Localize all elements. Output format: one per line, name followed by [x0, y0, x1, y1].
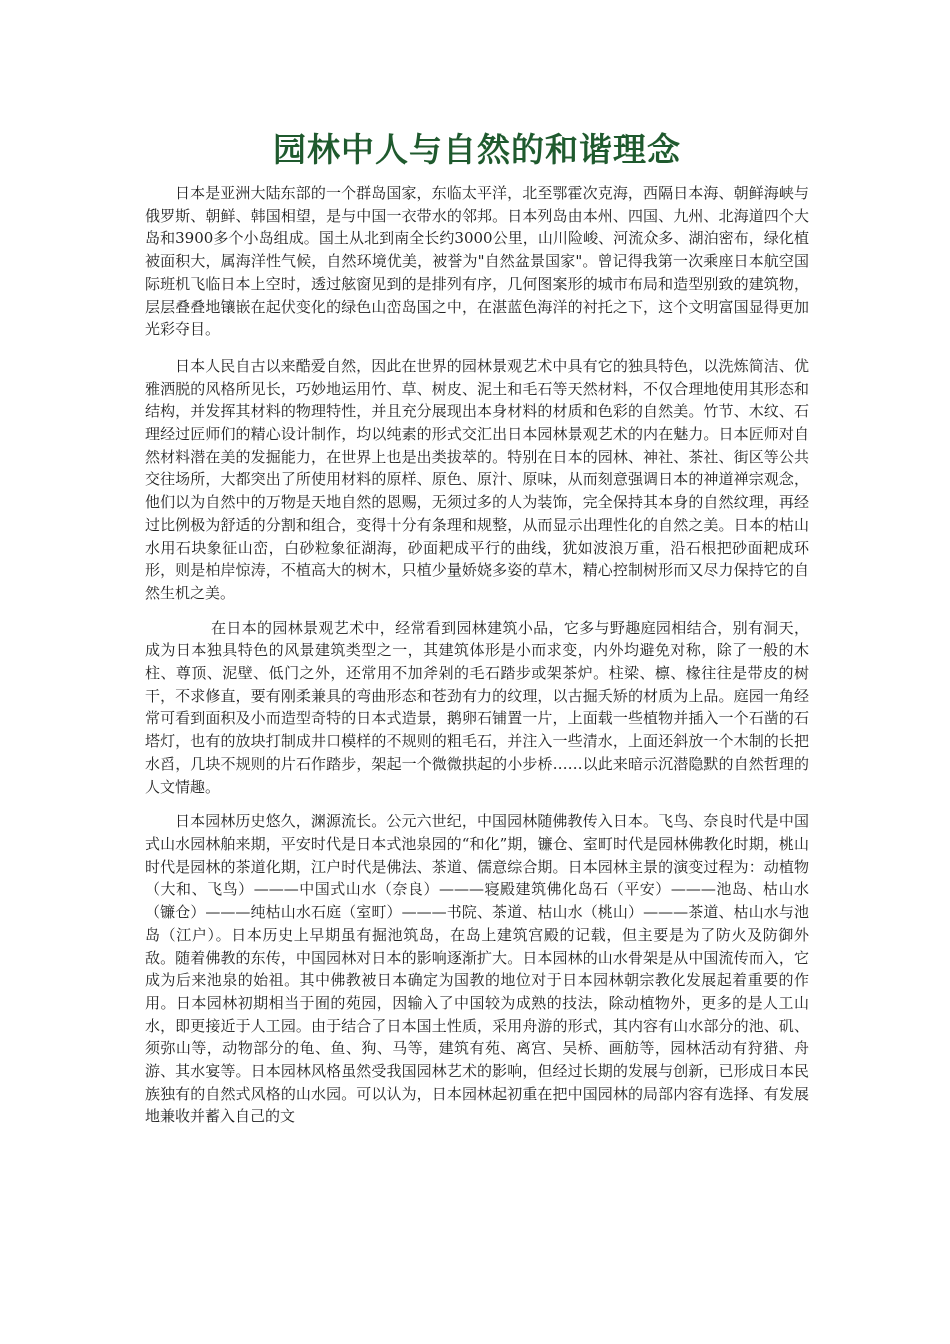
paragraph-garden-history: 日本园林历史悠久，渊源流长。公元六世纪，中国园林随佛教传入日本。飞鸟、奈良时代是中国式山水园林舶来期，平安时代是日本式池泉园的“和化”期，镰仓、室町时代是园林佛教化时期，桃山时代是园林的茶道化期，江户时代是佛法、茶道、儒意综合期。日本园林主景的演变过程为：动植物（大和、飞鸟）———中国式山水（奈良）———寝殿建筑佛化岛石（平安）———池岛、枯山水（镰仓）———纯枯山水石庭（室町）———书院、茶道、枯山水（桃山）———茶道、枯山水与池岛（江户）。日本历史上早期虽有掘池筑岛，在岛上建筑宫殿的记载，但主要是为了防火及防御外敌。随着佛教的东传，中国园林对日本的影响逐渐扩大。日本园林的山水骨架是从中国流传而入，它成为后来池泉的始祖。其中佛教被日本确定为国教的地位对于日本园林朝宗教化发展起着重要的作用。日本园林初期相当于囿的苑园，因输入了中国较为成熟的技法，除动植物外，更多的是人工山水，即更接近于人工园。由于结合了日本国土性质，采用舟游的形式，其内容有山水部分的池、矶、须弥山等，动物部分的龟、鱼、狗、马等，建筑有苑、离宫、吴桥、画舫等，园林活动有狩猎、舟游、其水宴等。日本园林风格虽然受我国园林艺术的影响，但经过长期的发展与创新，已形成日本民族独有的自然式风格的山水园。可以认为，日本园林起初重在把中国园林的局部内容有选择、有发展地兼收并蓄入自己的文	[145, 812, 809, 1126]
page-title: 园林中人与自然的和谐理念	[273, 130, 681, 169]
document-page	[145, 0, 809, 1128]
paragraph-garden-architecture: 在日本的园林景观艺术中，经常看到园林建筑小品，它多与野趣庭园相结合，别有洞天，成为日本独具特色的风景建筑类型之一，其建筑体形是小而求变，内外均避免对称，除了一般的木柱、尊顶、泥壁、低门之外，还常用不加斧剁的毛石踏步或架茶炉。柱梁、檩、椽往往是带皮的树干，不求修直，要有刚柔兼具的弯曲形态和苍劲有力的纹理，以古掘夭矫的材质为上品。庭园一角经常可看到面积及小而造型奇特的日本式造景，鹅卵石铺置一片，上面载一些植物并插入一个石凿的石塔灯，也有的放块打制成井口模样的不规则的粗毛石，并注入一些清水，上面还斜放一个木制的长把水舀，几块不规则的片石作踏步，架起一个微微拱起的小步桥……以此来暗示沉潜隐默的自然哲理的人文情趣。	[145, 618, 809, 796]
paragraph-geography: 日本是亚洲大陆东部的一个群岛国家，东临太平洋，北至鄂霍次克海，西隔日本海、朝鲜海峡与俄罗斯、朝鲜、韩国相望，是与中国一衣带水的邻邦。日本列岛由本州、四国、九州、北海道四个大岛和3900多个小岛组成。国土从北到南全长约3000公里，山川险峻、河流众多、湖泊密布，绿化植被面积大，属海洋性气候，自然环境优美，被誉为"自然盆景国家"。曾记得我第一次乘座日本航空国际班机飞临日本上空时，透过舷窗见到的是排列有序，几何图案形的城市布局和造型别致的建筑物，层层叠叠地镶嵌在起伏变化的绿色山峦岛国之中，在湛蓝色海洋的衬托之下，这个文明富国显得更加光彩夺目。	[145, 184, 809, 339]
paragraph-natural-materials: 日本人民自古以来酷爱自然，因此在世界的园林景观艺术中具有它的独具特色，以洗炼简洁、优雅洒脱的风格所见长，巧妙地运用竹、草、树皮、泥土和毛石等天然材料，不仅合理地使用其形态和结构，并发挥其材料的物理特性，并且充分展现出本身材料的材质和色彩的自然美。竹节、木纹、石理经过匠师们的精心设计制作，均以纯素的形式交汇出日本园林景观艺术的内在魅力。日本匠师对自然材料潜在美的发掘能力，在世界上也是出类拔萃的。特别在日本的园林、神社、茶社、街区等公共交往场所，大都突出了所使用材料的原样、原色、原汁、原味，从而刻意强调日本的神道禅宗观念，他们以为自然中的万物是天地自然的恩赐，无须过多的人为装饰，完全保持其本身的自然纹理，再经过比例极为舒适的分割和组合，变得十分有条理和规整，从而显示出理性化的自然之美。日本的枯山水用石块象征山峦，白砂粒象征湖海，砂面耙成平行的曲线，犹如波浪万重，沿石根把砂面耙成环形，则是柏岸惊涛，不植高大的树木，只植少量娇娆多姿的草木，精心控制树形而又尽力保持它的自然生机之美。	[145, 356, 809, 602]
